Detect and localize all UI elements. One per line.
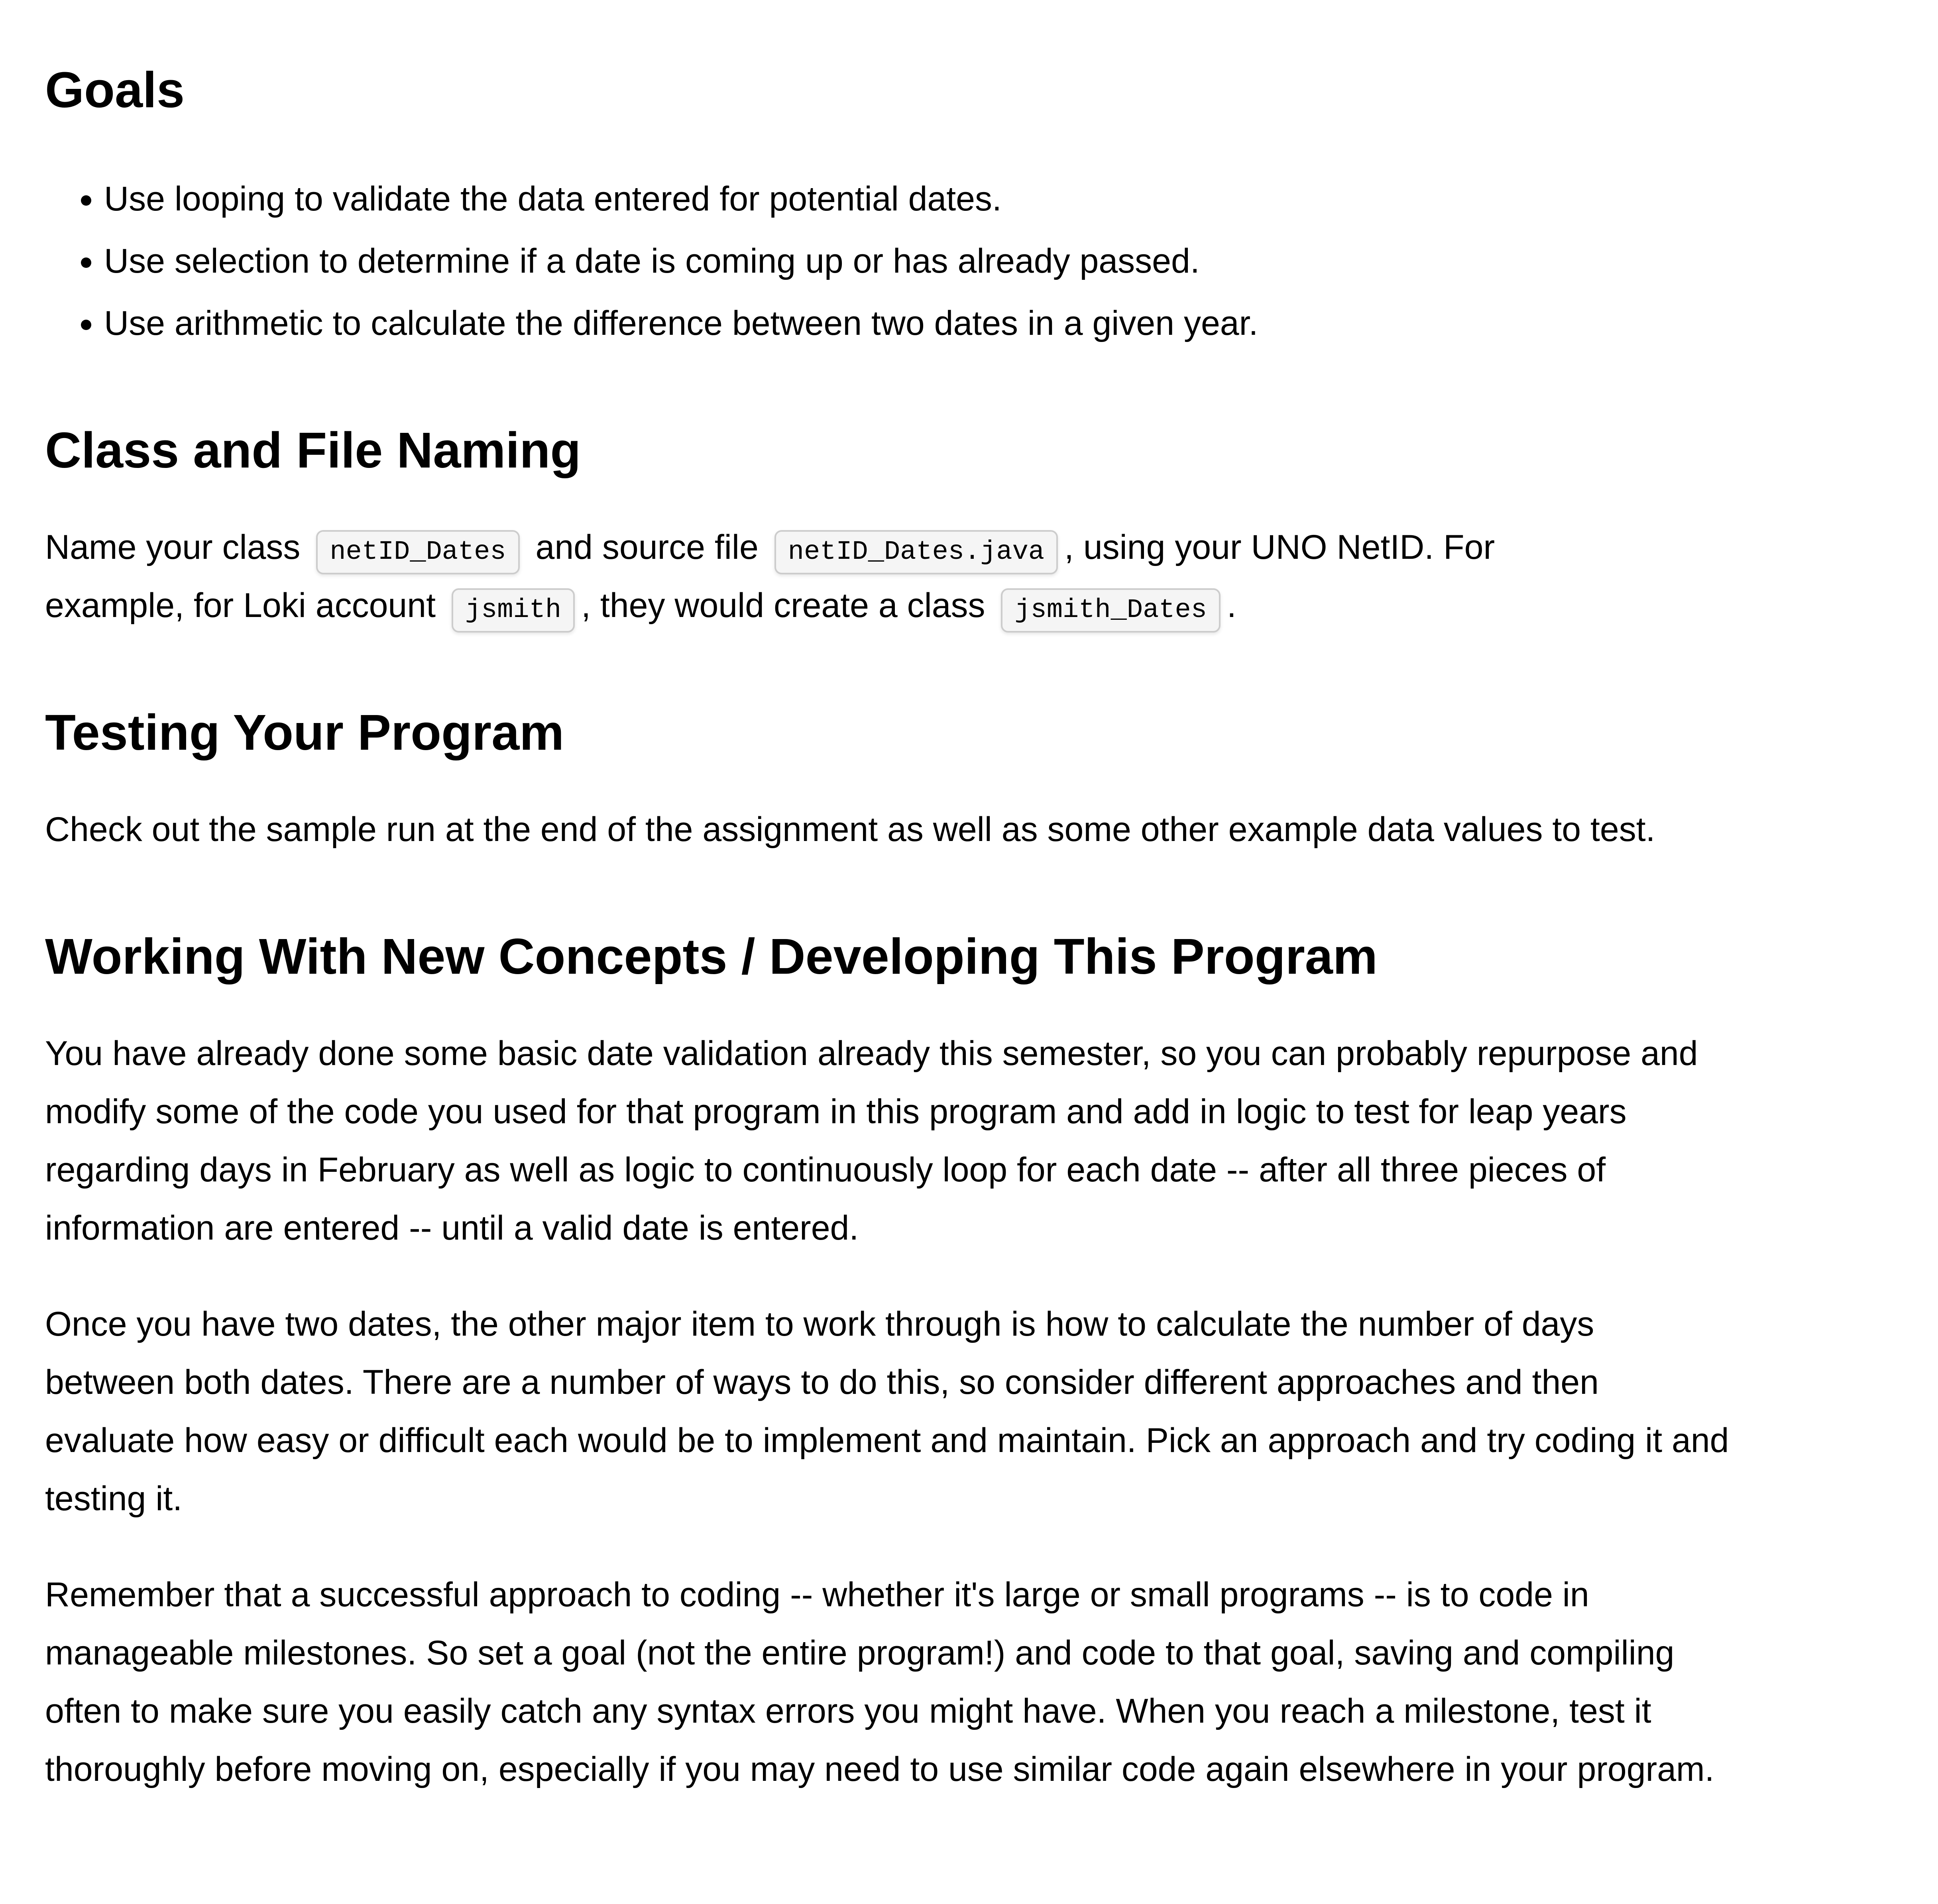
paragraph-line: evaluate how easy or difficult each would be to implement and maintain. Pick an approach and try coding it and — [45, 1421, 1729, 1460]
section-heading-working-with-new-concepts: Working With New Concepts / Developing This Program — [45, 928, 1378, 984]
section-class-and-file-naming — [45, 420, 1893, 635]
paragraph-line: often to make sure you easily catch any syntax errors you might have. When you reach a milestone, test it — [45, 1692, 1651, 1730]
body-text-run: , they would create a class — [581, 586, 995, 625]
paragraph-line: regarding days in February as well as logic to continuously loop for each date -- after all three pieces of — [45, 1151, 1606, 1189]
paragraph-line: information are entered -- until a valid date is entered. — [45, 1209, 859, 1247]
paragraph — [45, 1566, 1893, 1798]
paragraph-line: testing it. — [45, 1480, 183, 1518]
list-item-text: Use looping to validate the data entered for potential dates. — [104, 180, 1002, 218]
section-heading-class-and-file-naming: Class and File Naming — [45, 422, 581, 478]
paragraph-line: Once you have two dates, the other major item to work through is how to calculate the number of days — [45, 1305, 1594, 1343]
section-testing-your-program — [45, 702, 1893, 859]
list-item-text: Use selection to determine if a date is coming up or has already passed. — [104, 242, 1200, 280]
inline-code: netID_Dates — [316, 530, 519, 574]
inline-code: jsmith_Dates — [1001, 588, 1220, 633]
paragraph — [45, 800, 1893, 859]
goal-list — [45, 170, 1893, 352]
paragraph-line: thoroughly before moving on, especially if you may need to use similar code again elsewhere in your program. — [45, 1750, 1714, 1788]
list-item — [104, 170, 1893, 228]
section-heading-testing-your-program: Testing Your Program — [45, 704, 564, 760]
paragraph-line: between both dates. There are a number of ways to do this, so consider different approaches and then — [45, 1363, 1599, 1401]
paragraph — [45, 1295, 1893, 1528]
inline-code: jsmith — [452, 588, 575, 633]
list-item — [104, 294, 1893, 352]
body-text-run: Name your class — [45, 528, 310, 566]
paragraph — [45, 1024, 1893, 1257]
list-item-text: Use arithmetic to calculate the difference between two dates in a given year. — [104, 304, 1258, 342]
inline-code: netID_Dates.java — [774, 530, 1058, 574]
paragraph-line: modify some of the code you used for that program in this program and add in logic to test for leap years — [45, 1092, 1627, 1131]
body-text-run: and source file — [526, 528, 768, 566]
paragraph-line: manageable milestones. So set a goal (not the entire program!) and code to that goal, saving and compiling — [45, 1634, 1675, 1672]
body-text-run: , using your UNO NetID. For — [1064, 528, 1495, 566]
section-goals — [45, 60, 1893, 352]
list-item — [104, 232, 1893, 290]
paragraph-line: You have already done some basic date validation already this semester, so you can probably repurpose and — [45, 1034, 1698, 1073]
paragraph-line: Remember that a successful approach to coding -- whether it's large or small programs -- is to code in — [45, 1576, 1589, 1614]
section-working-with-new-concepts — [45, 926, 1893, 1798]
section-heading-goals: Goals — [45, 62, 185, 118]
body-text-run: example, for Loki account — [45, 586, 445, 625]
paragraph — [45, 518, 1893, 635]
paragraph-line: Check out the sample run at the end of the assignment as well as some other example data values to test. — [45, 810, 1655, 849]
body-text-run: . — [1226, 586, 1236, 625]
